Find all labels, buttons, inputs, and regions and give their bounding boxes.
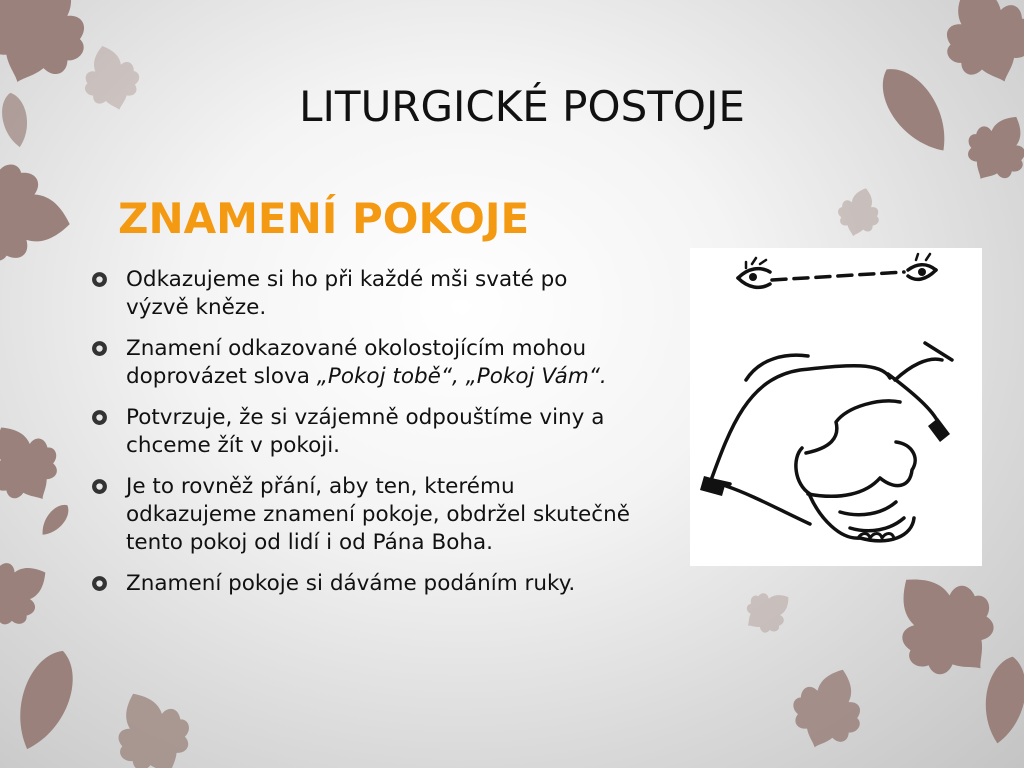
ring-bullet-icon — [91, 409, 108, 426]
bullet-text: Potvrzuje, že si vzájemně odpouštíme viny a chceme žít v pokoji. — [126, 405, 605, 458]
bullet-text: Je to rovněž přání, aby ten, kterému odkazujeme znamení pokoje, obdržel skutečně tento pokoj od lidí i od Pána Boha. — [126, 474, 630, 555]
handshake-illustration — [690, 248, 982, 566]
bullet-quote: „Pokoj tobě“, „Pokoj Vám“. — [316, 364, 607, 389]
bullet-item — [90, 335, 635, 391]
slide-title: LITURGICKÉ POSTOJE — [299, 82, 745, 131]
handshake-drawing — [690, 248, 982, 566]
ring-bullet-icon — [91, 340, 108, 357]
slide-subtitle: ZNAMENÍ POKOJE — [118, 194, 530, 243]
ring-bullet-icon — [91, 271, 108, 288]
bullet-item — [90, 266, 635, 322]
bullet-item — [90, 570, 635, 598]
bullet-text: Odkazujeme si ho při každé mši svaté po výzvě kněze. — [126, 267, 568, 320]
bullet-list — [90, 266, 635, 611]
bullet-item — [90, 473, 635, 557]
bullet-text: Znamení pokoje si dáváme podáním ruky. — [126, 571, 576, 596]
ring-bullet-icon — [91, 575, 108, 592]
bullet-text: Znamení odkazované okolostojícím mohou doprovázet slova — [126, 336, 587, 389]
bullet-item — [90, 404, 635, 460]
ring-bullet-icon — [91, 478, 108, 495]
